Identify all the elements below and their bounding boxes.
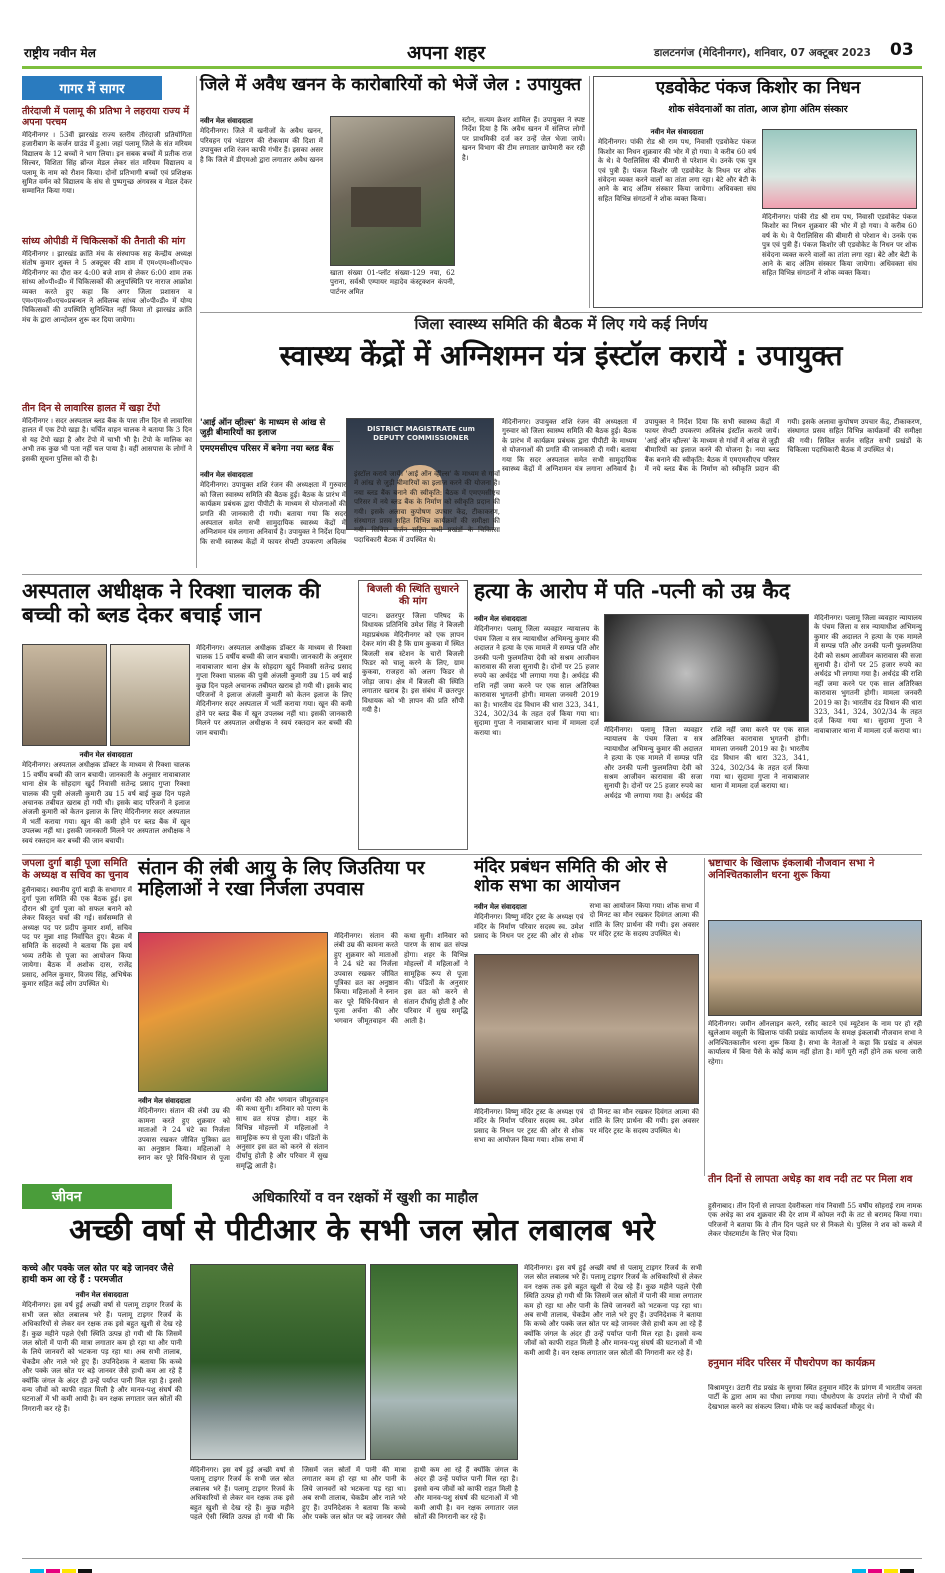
column-rule	[589, 76, 590, 308]
magenta-swatch	[46, 1569, 60, 1573]
left-column	[22, 76, 192, 568]
article-text: मेदिनीनगर। पांकी रोड श्री राम पथ, निवासी एडवोकेट पंकज किशोर का निधन शुक्रवार की भोर में हो गया। वे करीब 60 वर्ष के थे। वे पैरालिसिस की बीमारी से परेशान थे। उनके एक पुत्र एवं पुत्री हैं। पंकज किशोर जी एडवोकेट के निधन पर शोक संवेदना व्यक्त करने वालों का तांता लगा रहा। बेटे और बेटी के आने के बाद अंतिम संस्कार किया जायेगा। अधिवक्ता संघ सहित विभिन्न संगठनों ने शोक व्यक्त किया।	[598, 138, 756, 203]
dc-nameplate: DISTRICT MAGISTRATE cum DEPUTY COMMISSIONER	[367, 425, 475, 442]
brief-headline: सांध्य ओपीडी में चिकित्सकों की तैनाती की मांग	[22, 236, 186, 247]
headline: बिजली की स्थिति सुधारने की मांग	[367, 584, 459, 607]
side-headline: 'आई ऑन व्हील्स' के माध्यम से आंख से जुड़ी बीमारियों का इलाज	[200, 418, 326, 438]
article-illegal-mining	[200, 76, 585, 308]
masthead-rule	[22, 66, 922, 69]
article-body	[22, 750, 190, 850]
photo-caption: खाता संख्या 01-प्लॉट संख्या-129 नया, 62 पुराना, सर्वश्री एम्पायर महादेव कंस्ट्रक्शन कंपनी, पार्टनर अमित	[330, 269, 455, 296]
funeral-photo	[762, 129, 917, 209]
subheadline: कच्चे और पक्के जल स्रोत पर बड़े जानवर जैसे हाथी कम आ रहे हैं : परमजीत	[22, 1264, 174, 1285]
handcuffs-photo	[604, 614, 809, 722]
article-text: पाटन। छतरपुर जिला परिषद के विधायक प्रतिनिधि उमेश सिंह ने बिजली महाप्रबंधक मेदिनीनगर को एक ज्ञापन देकर मांग की है कि ग्राम कुकवा में स्थित बिजली सब स्टेशन के चारों बिजली फिडर को चालू करने के लिए, ग्राम कुकवा, राजहरा को अलग फिडर से जोड़ा जाय। क्षेत्र में बिजली की स्थिति लगातार खराब है। इस संबंध में छतरपुर विधायक को भी ज्ञापन की प्रति सौंपी गयी है।	[362, 612, 464, 715]
article-body-continued: मेदिनीनगर। उपायुक्त शशि रंजन की अध्यक्षता में गुरुवार को जिला स्वास्थ्य समिति की बैठक हुई। बैठक के प्रारंभ में कार्यक्रम प्रबंधक द्वारा पीपीटी के माध्यम से योजनाओं की प्रगति की जानकारी दी गयी। बताया गया कि सदर अस्पताल समेत सभी सामुदायिक स्वास्थ्य केंद्रों में अग्निशमन यंत्र लगाना अनिवार्य है। उपायुक्त ने निर्देश दिया कि सभी स्वास्थ्य केंद्रों में फायर सेफ्टी उपकरण अविलंब इंस्टॉल कराये जायें। 'आई ऑन व्हील्स' के माध्यम से गांवों में आंख से जुड़ी बीमारियों का इलाज करने की योजना है। नया ब्लड बैंक बनाने की स्वीकृति: बैठक में एमएमसीएच परिसर में नये ब्लड बैंक के निर्माण को स्वीकृति प्रदान की गयी। इसके अलावा कुपोषण उपचार केंद्र, टीकाकरण, संस्थागत प्रसव सहित विभिन्न कार्यक्रमों की समीक्षा की गयी। सिविल सर्जन सहित सभी प्रखंडों के चिकित्सा पदाधिकारी बैठक में उपस्थित थे।	[502, 418, 922, 474]
headline: हत्या के आरोप में पति -पत्नी को उम्र कैद	[474, 579, 790, 603]
cyan-swatch	[852, 1569, 866, 1573]
byline: नवीन मेल संवाददाता	[79, 750, 133, 759]
article-text: हुसैनाबाद। तीन दिनों से लापता देवरीकला गांव निवासी 55 वर्षीय सोहराई राम नामक एक अधेड़ का शव शुक्रवार की देर शाम में कोयल नदी के तट से बरामद किया गया। परिजनों ने बताया कि वे तीन दिन पहले घर से निकले थे। पुलिस ने शव को कब्जे में लेकर पोस्टमार्टम के लिए भेज दिया।	[708, 1202, 922, 1239]
article-body-continued: मेदिनीनगर। अस्पताल अधीक्षक डॉक्टर के माध्यम से रिक्शा चालक 15 वर्षीय बच्ची की जान बचायी। जानकारी के अनुसार नावाबाजार थाना क्षेत्र के सोहदाग खुर्द निवासी सतेन्द्र प्रसाद गुप्ता रिक्शा चालक की पुत्री अंजली कुमारी उम्र 15 वर्ष बाई कुछ दिन पहले अचानक तबीयत खराब हो गयी थी। इसके बाद परिजनों ने इलाज अंजली कुमारी को केतन इलाज के लिए मेदिनीनगर सदर अस्पताल में भर्ती कराया गया। खून की कमी होने पर ब्लड बैंक में खून उपलब्ध नहीं था। इसकी जानकारी मिलने पर अस्पताल अधीक्षक ने स्वयं रक्तदान कर बच्ची की जान बचायी।	[196, 644, 352, 737]
superintendent-photo	[22, 644, 107, 746]
article-text: मेदिनीनगर। उपायुक्त शशि रंजन की अध्यक्षता में गुरुवार को जिला स्वास्थ्य समिति की बैठक हुई। बैठक के प्रारंभ में कार्यक्रम प्रबंधक द्वारा पीपीटी के माध्यम से योजनाओं की प्रगति की जानकारी दी गयी। बताया गया कि सदर अस्पताल समेत सभी सामुदायिक स्वास्थ्य केंद्रों में अग्निशमन यंत्र लगाना अनिवार्य है। उपायुक्त ने निर्देश दिया कि सभी स्वास्थ्य केंद्रों में फायर सेफ्टी उपकरण अविलंब इंस्टॉल कराये जायें। 'आई ऑन व्हील्स' के माध्यम से गांवों में आंख से जुड़ी बीमारियों का इलाज करने की योजना है। नया ब्लड बैंक बनाने की स्वीकृति: बैठक में एमएमसीएच परिसर में नये ब्लड बैंक के निर्माण को स्वीकृति प्रदान की गयी। इसके अलावा कुपोषण उपचार केंद्र, टीकाकरण, संस्थागत प्रसव सहित विभिन्न कार्यक्रमों की समीक्षा की गयी। सिविल सर्जन सहित सभी प्रखंडों के चिकित्सा पदाधिकारी बैठक में उपस्थित थे।	[200, 470, 500, 546]
article-body	[474, 902, 699, 950]
article-body-continued: मेदिनीनगर। पलामू जिला व्यवहार न्यायालय के पंचम जिला व सत्र न्यायाधीश अभिमन्यु कुमार की अदालत ने हत्या के एक मामले में सम्पन्न पति और उनकी पत्नी फुलमतिया देवी को सश्रम आजीवन कारावास की सजा सुनायी है। दोनों पर 25 हजार रुपये का अर्थदंड भी लगाया गया है। अर्थदंड की राशि नहीं जमा करने पर एक साल अतिरिक्त कारावास भुगतनी होगी। मामला जनवरी 2019 का है। भारतीय दंड विधान की धारा 323, 341, 324, 302/34 के तहत दर्ज किया गया था। सुदामा गुप्ता ने नावाबाजार थाना में मामला दर्ज कराया था।	[814, 614, 922, 735]
yellow-swatch	[62, 1569, 76, 1573]
section-rule	[22, 854, 922, 855]
waterfall-photo	[370, 1264, 518, 1460]
byline: नवीन मेल संवाददाता	[200, 116, 253, 125]
condolence-photo	[474, 954, 699, 1104]
article-body	[474, 614, 599, 850]
forest-stream-photo	[190, 1264, 366, 1460]
section-title: अपना शहर	[407, 42, 486, 64]
brief-body: मेदिनीनगर । 53वीं झारखंड राज्य स्तरीय तीरंदाजी प्रतियोगिता हजारीबाग के कर्जन ग्राउंड में हुआ। जहां पलामू जिले के संत मरियम विद्यालय के 12 बच्चों ने भाग लिया। इन सबक बच्चों में प्रतीक राज सिल्वर, विशिता सिंह ब्रॉन्ज मेडल लेकर संत मरियम विद्यालय व पलामू के नाम को रौशन किया। दोनों प्रतिभागी बच्चों एवं प्रशिक्षक सुमित वर्मन को विद्यालय के संघ से पुष्पगुच्छ अंगवस्त्र व मेडल देकर सम्मानित किया गया।	[22, 131, 192, 196]
subheadline: शोक संवेदनाओं का तांता, आज होगा अंतिम संस्कार	[668, 104, 848, 116]
article-jitiya	[138, 858, 468, 1176]
article-obituary	[593, 76, 923, 308]
article-text: मेदिनीनगर। संतान की लंबी उम्र की कामना करते हुए शुक्रवार को माताओं ने 24 घंटे का निर्जला उपवास रखकर जीवित पुत्रिका व्रत का अनुष्ठान किया। महिलाओं ने स्नान कर पूरे विधि-विधान से पूजा अर्चना की और भगवान जीमूतवाहन की कथा सुनी। शनिवार को पारण के साथ व्रत संपन्न होगा। शहर के विभिन्न मोहल्लों में महिलाओं ने सामूहिक रूप से पूजा की। पंडितों के अनुसार इस व्रत को करने से संतान दीर्घायु होती है और परिवार में सुख समृद्धि आती है।	[138, 1096, 328, 1170]
black-swatch	[78, 1569, 92, 1573]
article-lead-health	[200, 314, 922, 568]
protest-photo	[708, 920, 922, 1016]
section-tag: गागर में सागर	[22, 76, 162, 100]
color-swatches-right	[852, 1560, 916, 1573]
byline: नवीन मेल संवाददाता	[474, 902, 527, 911]
article-body	[200, 470, 500, 568]
headline: हनुमान मंदिर परिसर में पौधरोपण का कार्यक्रम	[708, 1358, 876, 1369]
article-text: मेदिनीनगर। जिले में खनीजों के अवैध खनन, परिवहन एवं भंडारण की रोकथाम की दिशा में उपायुक्त शशि रंजन काफी गंभीर हैं। इसका असर है कि जिले में डीएमओ द्वारा लगातार अवैध खनन स्टोन, सत्यम क्रेशर शामिल हैं। उपायुक्त ने स्पष्ट निर्देश दिया है कि अवैध खनन में संलिप्त लोगों पर प्राथमिकी दर्ज कर उन्हें जेल भेजा जाये। खनन विभाग की टीम लगातार छापेमारी कर रही है।	[200, 116, 585, 164]
article-body	[138, 1096, 328, 1176]
headline: तीन दिनों से लापता अधेड़ का शव नदी तट पर मिला शव	[708, 1174, 913, 1185]
article-text: मेदिनीनगर। इस वर्ष हुई अच्छी वर्षा से पलामू टाइगर रिजर्व के सभी जल स्रोत लबालब भरे हैं। पलामू टाइगर रिजर्व के अधिकारियों से लेकर वन रक्षक तक इसे बहुत खुशी से देख रहे हैं। कुछ महीने पहले ऐसी स्थिति उत्पन्न हो गयी थी कि जिसमें जल स्रोतों में पानी की मात्रा लगातार कम हो रहा था और पानी के लिये जानवरों को भटकना पड़ रहा था। अब सभी तालाब, चेकडैम और नाले भरे हुए हैं। उपनिदेशक ने बताया कि कच्चे और पक्के जल स्रोत पर बड़े जानवर जैसे हाथी कम आ रहे हैं क्योंकि जंगल के अंदर ही उन्हें पर्याप्त पानी मिल रहा है। इससे वन्य जीवों को काफी राहत मिली है और मानव-पशु संघर्ष की घटनाओं में भी कमी आयी है। वन रक्षक लगातार जल स्रोतों की निगरानी कर रहे हैं।	[22, 1301, 182, 1413]
headline: एडवोकेट पंकज किशोर का निधन	[655, 78, 861, 98]
article-text: मेदिनीनगर। पलामू जिला व्यवहार न्यायालय के पंचम जिला व सत्र न्यायाधीश अभिमन्यु कुमार की अदालत ने हत्या के एक मामले में सम्पन्न पति और उनकी पत्नी फुलमतिया देवी को सश्रम आजीवन कारावास की सजा सुनायी है। दोनों पर 25 हजार रुपये का अर्थदंड भी लगाया गया है। अर्थदंड की राशि नहीं जमा करने पर एक साल अतिरिक्त कारावास भुगतनी होगी। मामला जनवरी 2019 का है। भारतीय दंड विधान की धारा 323, 341, 324, 302/34 के तहत दर्ज किया गया था। सुदामा गुप्ता ने नावाबाजार थाना में मामला दर्ज कराया था।	[474, 625, 599, 737]
headline: अस्पताल अधीक्षक ने रिक्शा चालक की बच्ची को ब्लड देकर बचाई जान	[22, 579, 321, 627]
brief-body: मेदिनीनगर । झारखंड क्रांति मंच के संस्थापक सह केन्द्रीय अध्यक्ष संतोष कुमार शुक्ल ने 5 अक्टूबर की शाम में एम०एम०सी०एच० मेदिनीनगर का दौरा कर 4:00 बजे शाम से लेकर 6:00 शाम तक सांध्य ओ०पी०डी० में चिकित्सकों की अनुपस्थिति पर नाराज आक्रोश व्यक्त करते हुए कहा कि अगर जिला प्रशासन व एम०एम०सी०एच०प्रबन्धन ने अविलम्ब सांध्य ओ०पी०डी० में योग्य चिकित्सकों की उपस्थिति सुनिश्चित नहीं किया तो झारखंड क्रांति मंच के द्वारा आन्दोलन शुरू कर दिया जायेगा।	[22, 250, 192, 324]
headline: मंदिर प्रबंधन समिति की ओर से शोक सभा का आयोजन	[474, 857, 667, 897]
article-text: मेदिनीनगर। जमीन ऑनलाइन करने, रसीद काटने एवं म्यूटेशन के नाम पर हो रही खुलेआम वसूली के खिलाफ पांकी प्रखंड कार्यालय के समक्ष इंकलाबी नौजवान सभा ने अनिश्चितकालीन धरना शुरू किया है। सभा के नेताओं ने कहा कि प्रखंड व अंचल कार्यालय में बिना पैसे के कोई काम नहीं होता है। मांगें पूरी नहीं होने तक धरना जारी रहेगा।	[708, 1020, 922, 1066]
kicker: जिला स्वास्थ्य समिति की बैठक में लिए गये कई निर्णय	[414, 315, 708, 333]
section-rule	[22, 574, 922, 575]
jitiya-photo	[138, 932, 328, 1092]
lead-headline: स्वास्थ्य केंद्रों में अग्निशमन यंत्र इंस्टॉल करायें : उपायुक्त	[279, 339, 843, 372]
headline: जपला दुर्गा बाड़ी पूजा समिति के अध्यक्ष व सचिव का चुनाव	[22, 858, 129, 881]
yellow-swatch	[884, 1569, 898, 1573]
article-blood-donation	[22, 580, 352, 850]
article-protest	[708, 858, 922, 1554]
registration-bar	[22, 1558, 922, 1566]
article-electricity	[358, 580, 468, 850]
byline: नवीन मेल संवाददाता	[75, 1290, 129, 1299]
article-body-continued: मेदिनीनगर। इस वर्ष हुई अच्छी वर्षा से पलामू टाइगर रिजर्व के सभी जल स्रोत लबालब भरे हैं। पलामू टाइगर रिजर्व के अधिकारियों से लेकर वन रक्षक तक इसे बहुत खुशी से देख रहे हैं। कुछ महीने पहले ऐसी स्थिति उत्पन्न हो गयी थी कि जिसमें जल स्रोतों में पानी की मात्रा लगातार कम हो रहा था और पानी के लिये जानवरों को भटकना पड़ रहा था। अब सभी तालाब, चेकडैम और नाले भरे हुए हैं। उपनिदेशक ने बताया कि कच्चे और पक्के जल स्रोत पर बड़े जानवर जैसे हाथी कम आ रहे हैं क्योंकि जंगल के अंदर ही उन्हें पर्याप्त पानी मिल रहा है। इससे वन्य जीवों को काफी राहत मिली है और मानव-पशु संघर्ष की घटनाओं में भी कमी आयी है। वन रक्षक लगातार जल स्रोतों की निगरानी कर रहे हैं।	[190, 1466, 518, 1522]
brief-body: मेदिनीनगर । सदर अस्पताल ब्लड बैंक के पास तीन दिन से लावारिस हालत में एक टेंपो खड़ा है। चर्चित वाहन चालक ने बताया कि 3 दिन से यह टेंपो खड़ा है और टेंपो में चाभी भी है। टेंपो के मालिक का अभी तक कुछ भी पता नहीं चल पाया है। वहीं आसपास के लोगों ने इसकी सूचना पुलिस को दी है।	[22, 417, 192, 463]
lead-headline: अच्छी वर्षा से पीटीआर के सभी जल स्रोत लबालब भरे	[69, 1213, 655, 1248]
article-text: विश्रामपुर। उंटारी रोड प्रखंड के सुगवा स्थित हनुमान मंदिर के प्रांगण में भारतीय जनता पार्टी के द्वारा आम का पौधा लगाया गया। पौधरोपण के उपरांत लोगों ने पौधों की देखभाल करने का संकल्प लिया। मौके पर कई कार्यकर्ता मौजूद थे।	[708, 1384, 922, 1411]
article-murder-verdict	[474, 580, 922, 850]
article-body-continued: मेदिनीनगर। पलामू जिला व्यवहार न्यायालय के पंचम जिला व सत्र न्यायाधीश अभिमन्यु कुमार की अदालत ने हत्या के एक मामले में सम्पन्न पति और उनकी पत्नी फुलमतिया देवी को सश्रम आजीवन कारावास की सजा सुनायी है। दोनों पर 25 हजार रुपये का अर्थदंड भी लगाया गया है। अर्थदंड की राशि नहीं जमा करने पर एक साल अतिरिक्त कारावास भुगतनी होगी। मामला जनवरी 2019 का है। भारतीय दंड विधान की धारा 323, 341, 324, 302/34 के तहत दर्ज किया गया था। सुदामा गुप्ता ने नावाबाजार थाना में मामला दर्ज कराया था।	[604, 726, 809, 800]
article-text-continued: मेदिनीनगर। पांकी रोड श्री राम पथ, निवासी एडवोकेट पंकज किशोर का निधन शुक्रवार की भोर में हो गया। वे करीब 60 वर्ष के थे। वे पैरालिसिस की बीमारी से परेशान थे। उनके एक पुत्र एवं पुत्री हैं। पंकज किशोर जी एडवोकेट के निधन पर शोक संवेदना व्यक्त करने वालों का तांता लगा रहा। बेटे और बेटी के आने के बाद अंतिम संस्कार किया जायेगा। अधिवक्ता संघ सहित विभिन्न संगठनों ने शोक व्यक्त किया।	[762, 213, 917, 278]
color-swatches-left	[30, 1560, 94, 1573]
brief-headline: तीरंदाजी में पलामू की प्रतिभा ने लहराया राज्य में अपना परचम	[22, 106, 190, 128]
article-text: हुसैनाबाद। स्थानीय दुर्गा बाड़ी के सभागार में दुर्गा पूजा समिति की एक बैठक हुई। इस दौरान श्री दुर्गा पूजा को सफल बनाने को लेकर विस्तृत चर्चा की गई। सर्वसम्मति से अध्यक्ष पद पर प्रदीप कुमार शर्मा, सचिव पद पर मुन्ना शाह निर्वाचित हुए। बैठक में समिति के सदस्यों ने बताया कि इस वर्ष भव्य तरीके से पूजा का आयोजन किया जायेगा। बैठक में अशोक दास, राजेंद्र प्रसाद, अनिल कुमार, विजय सिंह, अभिषेक कुमार सहित कई लोग उपस्थित थे।	[22, 886, 132, 989]
section-rule	[200, 312, 922, 313]
masthead-logo: राष्ट्रीय नवीन मेल	[24, 46, 96, 60]
headline: भ्रष्टाचार के खिलाफ इंकलाबी नौजवान सभा ने अनिश्चितकालीन धरना शुरू किया	[708, 858, 875, 881]
column-rule	[196, 76, 197, 568]
headline: संतान की लंबी आयु के लिए जिउतिया पर महिलाओं ने रखा निर्जला उपवास	[138, 857, 425, 901]
byline: नवीन मेल संवाददाता	[474, 614, 527, 623]
article-body-continued: मेदिनीनगर। विष्णु मंदिर ट्रस्ट के अध्यक्ष एवं मंदिर के निर्माण परिवार सदस्य स्व. उमेश प्रसाद के निधन पर ट्रस्ट की ओर से शोक सभा का आयोजन किया गया। शोक सभा में दो मिनट का मौन रखकर दिवंगत आत्मा की शांति के लिए प्रार्थना की गयी। इस अवसर पर मंदिर ट्रस्ट के सदस्य उपस्थित थे।	[474, 1108, 699, 1145]
dateline: डालटनगंज (मेदिनीनगर), शनिवार, 07 अक्टूबर 2023	[654, 47, 871, 59]
byline: नवीन मेल संवाददाता	[138, 1096, 191, 1105]
article-body-continued: मेदिनीनगर। संतान की लंबी उम्र की कामना करते हुए शुक्रवार को माताओं ने 24 घंटे का निर्जला उपवास रखकर जीवित पुत्रिका व्रत का अनुष्ठान किया। महिलाओं ने स्नान कर पूरे विधि-विधान से पूजा अर्चना की और भगवान जीमूतवाहन की कथा सुनी। शनिवार को पारण के साथ व्रत संपन्न होगा। शहर के विभिन्न मोहल्लों में महिलाओं ने सामूहिक रूप से पूजा की। पंडितों के अनुसार इस व्रत को करने से संतान दीर्घायु होती है और परिवार में सुख समृद्धि आती है।	[334, 932, 468, 1025]
page-number: 03	[890, 40, 914, 60]
cyan-swatch	[30, 1569, 44, 1573]
column-rule	[704, 858, 705, 1176]
brief-headline: तीन दिन से लावारिस हालत में खड़ा टेंपो	[22, 403, 160, 414]
magenta-swatch	[868, 1569, 882, 1573]
black-swatch	[900, 1569, 914, 1573]
byline: नवीन मेल संवाददाता	[200, 470, 253, 479]
section-tag: जीवन	[22, 1184, 172, 1209]
side-subheadline: एमएमसीएच परिसर में बनेगा नया ब्लड बैंक	[200, 441, 340, 454]
masthead	[22, 36, 922, 66]
article-text: मेदिनीनगर। विष्णु मंदिर ट्रस्ट के अध्यक्ष एवं मंदिर के निर्माण परिवार सदस्य स्व. उमेश प्रसाद के निधन पर ट्रस्ट की ओर से शोक सभा का आयोजन किया गया। शोक सभा में दो मिनट का मौन रखकर दिवंगत आत्मा की शांति के लिए प्रार्थना की गयी। इस अवसर पर मंदिर ट्रस्ट के सदस्य उपस्थित थे।	[474, 902, 699, 941]
article-text: मेदिनीनगर। अस्पताल अधीक्षक डॉक्टर के माध्यम से रिक्शा चालक 15 वर्षीय बच्ची की जान बचायी। जानकारी के अनुसार नावाबाजार थाना क्षेत्र के सोहदाग खुर्द निवासी सतेन्द्र प्रसाद गुप्ता रिक्शा चालक की पुत्री अंजली कुमारी उम्र 15 वर्ष बाई कुछ दिन पहले अचानक तबीयत खराब हो गयी थी। इसके बाद परिजनों ने इलाज अंजली कुमारी को केतन इलाज के लिए मेदिनीनगर सदर अस्पताल में भर्ती कराया गया। खून की कमी होने पर ब्लड बैंक में खून उपलब्ध नहीं था। इसकी जानकारी मिलने पर अस्पताल अधीक्षक ने स्वयं रक्तदान कर बच्ची की जान बचायी।	[22, 761, 190, 845]
byline: नवीन मेल संवाददाता	[650, 127, 704, 136]
headline: जिले में अवैध खनन के कारोबारियों को भेजें जेल : उपायुक्त	[200, 75, 582, 95]
donation-photo	[110, 644, 190, 746]
article-ptr-water	[22, 1184, 702, 1554]
crusher-photo	[330, 116, 455, 266]
kicker: अधिकारियों व वन रक्षकों में खुशी का माहौल	[252, 1190, 478, 1206]
article-puja-committee	[22, 858, 132, 1176]
article-body	[598, 127, 756, 305]
article-condolence	[474, 858, 699, 1176]
article-body	[22, 1290, 182, 1554]
article-body-continued: मेदिनीनगर। इस वर्ष हुई अच्छी वर्षा से पलामू टाइगर रिजर्व के सभी जल स्रोत लबालब भरे हैं। पलामू टाइगर रिजर्व के अधिकारियों से लेकर वन रक्षक तक इसे बहुत खुशी से देख रहे हैं। कुछ महीने पहले ऐसी स्थिति उत्पन्न हो गयी थी कि जिसमें जल स्रोतों में पानी की मात्रा लगातार कम हो रहा था और पानी के लिये जानवरों को भटकना पड़ रहा था। अब सभी तालाब, चेकडैम और नाले भरे हुए हैं। उपनिदेशक ने बताया कि कच्चे और पक्के जल स्रोत पर बड़े जानवर जैसे हाथी कम आ रहे हैं क्योंकि जंगल के अंदर ही उन्हें पर्याप्त पानी मिल रहा है। इससे वन्य जीवों को काफी राहत मिली है और मानव-पशु संघर्ष की घटनाओं में भी कमी आयी है। वन रक्षक लगातार जल स्रोतों की निगरानी कर रहे हैं।	[524, 1264, 702, 1357]
